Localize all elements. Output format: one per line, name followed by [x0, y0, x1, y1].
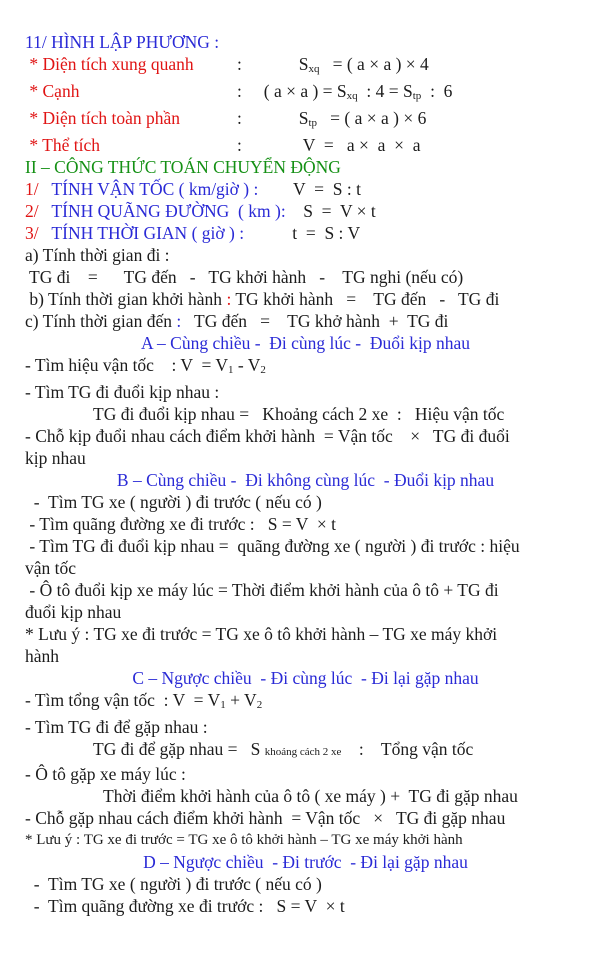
row-formula-duoi-kip — [25, 403, 586, 425]
text-segment: đuổi kịp nhau — [25, 602, 122, 622]
text-segment: * Diện tích toàn phần — [25, 108, 181, 128]
text-segment: : — [226, 289, 232, 309]
text-segment: : Tổng vận tốc — [341, 739, 474, 759]
text-segment: a) Tính thời gian đi : — [25, 245, 170, 265]
text-segment: * Diện tích xung quanh — [25, 54, 194, 74]
heading-section-b — [25, 469, 586, 491]
text-segment: 11/ HÌNH LẬP PHƯƠNG : — [25, 32, 220, 52]
row-formula-gap-nhau — [25, 738, 586, 763]
row-van-toc-wrap — [25, 557, 586, 579]
text-segment: S = V × t — [285, 201, 376, 221]
text-segment: - Tìm TG xe ( người ) đi trước ( nếu có ) — [25, 874, 322, 894]
text-segment: V = S : t — [258, 179, 361, 199]
text-segment: TÍNH THỜI GIAN ( giờ ) : — [38, 223, 245, 243]
row-tim-tg-duoi-kip — [25, 381, 586, 403]
heading-section-d — [25, 851, 586, 873]
text-segment: D – Ngược chiều - Đi trước - Đi lại gặp nhau — [143, 852, 468, 872]
row-dien-tich-toan-phan — [25, 107, 586, 134]
text-segment: TÍNH VẬN TỐC ( km/giờ ) : — [38, 179, 259, 199]
text-segment: Thời điểm khởi hành của ô tô ( xe máy ) + TG đi gặp nhau — [103, 786, 518, 806]
row-cho-gap-nhau — [25, 807, 586, 829]
text-segment: : 6 — [421, 81, 453, 101]
text-segment: * Lưu ý : TG xe đi trước = TG xe ô tô khởi hành – TG xe máy khởi hành — [25, 832, 463, 848]
row-tim-tong-van-toc — [25, 689, 586, 716]
text-segment: II – CÔNG THỨC TOÁN CHUYỂN ĐỘNG — [25, 157, 341, 177]
row-luu-y-b — [25, 623, 586, 645]
subscript-text: xq — [308, 63, 320, 75]
text-segment: C – Ngược chiều - Đi cùng lúc - Đi lại gặp nhau — [132, 668, 479, 688]
text-segment: - Tìm tổng vận tốc : V = V — [25, 690, 221, 710]
text-segment: - Tìm TG đi đuổi kịp nhau = quãng đường xe ( người ) đi trước : hiệu — [25, 536, 520, 556]
subscript-text: 2 — [256, 699, 263, 711]
subscript-text: tp — [412, 90, 422, 102]
row-cho-kip-duoi — [25, 425, 586, 447]
text-segment: * Thể tích — [25, 135, 101, 155]
row-tim-tg-gap-nhau — [25, 716, 586, 738]
row-tinh-thoi-gian — [25, 222, 586, 244]
row-canh — [25, 80, 586, 107]
text-segment: - Tìm quãng đường xe đi trước : S = V × t — [25, 896, 345, 916]
row-tim-hieu-van-toc — [25, 354, 586, 381]
heading-section-c — [25, 667, 586, 689]
row-b-tim-tg-duoi-kip — [25, 535, 586, 557]
text-segment: t = S : V — [244, 223, 361, 243]
text-segment: TÍNH QUÃNG ĐƯỜNG ( km ): — [38, 201, 286, 221]
subscript-text: tp — [308, 117, 318, 129]
heading-hinh-lap-phuong — [25, 31, 586, 53]
text-segment: : S — [237, 54, 309, 74]
subscript-text: 1 — [228, 364, 234, 376]
row-b-tim-quang-duong — [25, 513, 586, 535]
text-segment: = ( a × a ) × 6 — [317, 108, 427, 128]
row-tg-di — [25, 266, 586, 288]
text-segment: TG đi đuổi kịp nhau = Khoảng cách 2 xe : Hiệu vận tốc — [93, 404, 505, 424]
text-segment: - Ô tô đuổi kịp xe máy lúc = Thời điểm khởi hành của ô tô + TG đi — [25, 580, 499, 600]
text-segment: hành — [25, 646, 60, 666]
text-segment: c) Tính thời gian đến — [25, 311, 177, 331]
text-segment: : ( a × a ) = S — [237, 81, 347, 101]
row-the-tich — [25, 134, 586, 156]
text-segment: A – Cùng chiều - Đi cùng lúc - Đuổi kịp nhau — [140, 333, 471, 353]
text-segment: - Ô tô gặp xe máy lúc : — [25, 764, 186, 784]
text-segment: : S — [237, 108, 309, 128]
subscript-text: 1 — [220, 699, 226, 711]
text-segment: - Tìm TG đi để gặp nhau : — [25, 717, 208, 737]
subscript-text: khoảng cách 2 xe — [264, 746, 342, 758]
text-segment: - Tìm TG xe ( người ) đi trước ( nếu có ) — [25, 492, 322, 512]
text-segment: - Chỗ kịp đuổi nhau cách điểm khởi hành = Vận tốc × TG đi đuổi — [25, 426, 510, 446]
row-oto-duoi-kip — [25, 579, 586, 601]
text-segment: kịp nhau — [25, 448, 86, 468]
text-segment: TG đi để gặp nhau = S — [93, 739, 265, 759]
row-oto-gap-xe-may — [25, 763, 586, 785]
text-segment: - Tìm quãng đường xe đi trước : S = V × t — [25, 514, 336, 534]
text-segment: - V — [233, 355, 261, 375]
text-segment: : V = a × a × a — [237, 135, 421, 155]
text-segment: + V — [225, 690, 257, 710]
text-segment: vận tốc — [25, 558, 77, 578]
text-segment: 1/ — [25, 179, 39, 199]
heading-section-a — [25, 332, 586, 354]
text-segment: TG đến = TG khở hành + TG đi — [181, 311, 449, 331]
row-duoi-kip-nhau-wrap — [25, 601, 586, 623]
heading-cong-thuc-chuyen-dong — [25, 156, 586, 178]
subscript-text: xq — [346, 90, 358, 102]
row-tinh-quang-duong — [25, 200, 586, 222]
text-segment: - Tìm hiệu vận tốc : V = V — [25, 355, 229, 375]
row-b-tim-tg-xe-truoc — [25, 491, 586, 513]
text-segment: TG khởi hành = TG đến - TG đi — [231, 289, 500, 309]
text-segment: * Lưu ý : TG xe đi trước = TG xe ô tô khởi hành – TG xe máy khởi — [25, 624, 498, 644]
text-segment: B – Cùng chiều - Đi không cùng lúc - Đuổi kịp nhau — [116, 470, 495, 490]
row-kip-nhau-wrap — [25, 447, 586, 469]
text-segment: - Chỗ gặp nhau cách điểm khởi hành = Vận tốc × TG đi gặp nhau — [25, 808, 506, 828]
text-segment: - Tìm TG đi đuổi kịp nhau : — [25, 382, 220, 402]
text-segment: b) Tính thời gian khởi hành — [25, 289, 227, 309]
text-segment: : — [176, 311, 182, 331]
row-dien-tich-xung-quanh — [25, 53, 586, 80]
row-hanh-wrap — [25, 645, 586, 667]
row-formula-thoi-diem — [25, 785, 586, 807]
row-luu-y-c — [25, 829, 586, 851]
subscript-text: 2 — [260, 364, 266, 376]
text-segment: * Cạnh — [25, 81, 80, 101]
text-segment: 2/ — [25, 201, 39, 221]
row-c-thoi-gian-den — [25, 310, 586, 332]
row-d-tim-quang-duong — [25, 895, 586, 917]
row-a-tinh-thoi-gian-di — [25, 244, 586, 266]
row-d-tim-tg-xe-truoc — [25, 873, 586, 895]
text-segment: : 4 = S — [357, 81, 413, 101]
row-b-thoi-gian-khoi-hanh — [25, 288, 586, 310]
text-segment: = ( a × a ) × 4 — [319, 54, 429, 74]
text-segment: 3/ — [25, 223, 39, 243]
text-segment: TG đi = TG đến - TG khởi hành - TG nghi (nếu có) — [25, 267, 464, 287]
row-tinh-van-toc — [25, 178, 586, 200]
